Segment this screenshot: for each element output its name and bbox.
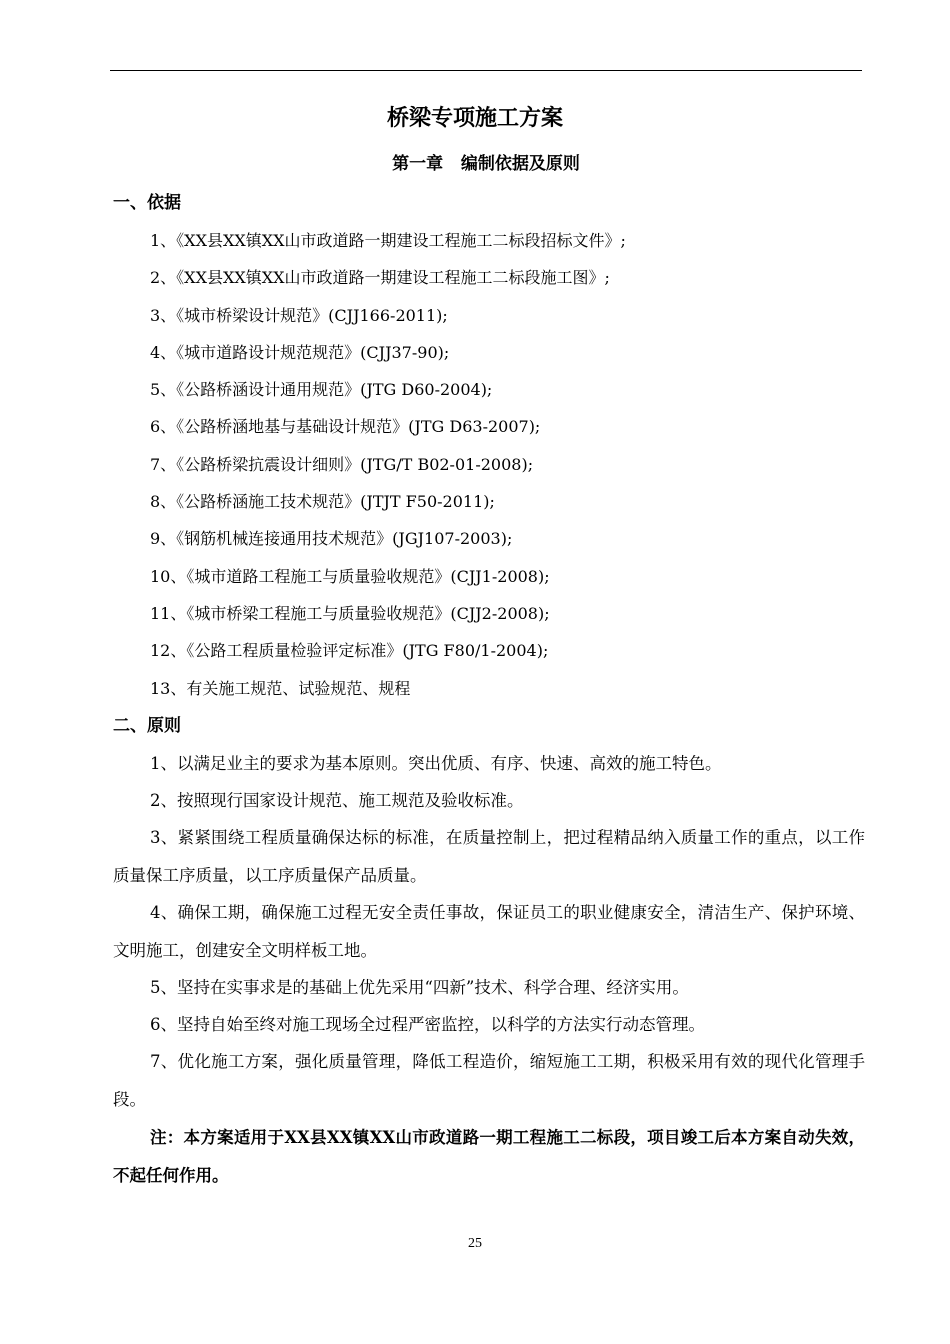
basis-item: 12、《公路工程质量检验评定标准》(JTG F80/1-2004); (150, 641, 549, 661)
applicability-note: 注：本方案适用于XX县XX镇XX山市政道路一期工程施工二标段，项目竣工后本方案自动失效，不起任何作用。 (113, 1128, 865, 1185)
principle-paragraph: 6、坚持自始至终对施工现场全过程严密监控，以科学的方法实行动态管理。 (150, 1015, 705, 1034)
basis-item: 4、《城市道路设计规范规范》(CJJ37-90); (150, 342, 450, 362)
basis-item: 1、《XX县XX镇XX山市政道路一期建设工程施工二标段招标文件》; (150, 231, 626, 250)
header-rule (110, 70, 862, 71)
chapter-heading: 第一章 编制依据及原则 (392, 154, 580, 174)
basis-item: 13、有关施工规范、试验规范、规程 (150, 678, 411, 698)
section-heading-principles: 二、原则 (113, 716, 181, 736)
principle-paragraph: 2、按照现行国家设计规范、施工规范及验收标准。 (150, 791, 524, 810)
section-heading-basis: 一、依据 (113, 193, 181, 213)
principle-paragraph: 7、优化施工方案，强化质量管理，降低工程造价，缩短施工工期，积极采用有效的现代化管理手段。 (113, 1052, 865, 1109)
basis-list (150, 226, 626, 711)
basis-item: 5、《公路桥涵设计通用规范》(JTG D60-2004); (150, 380, 493, 400)
principle-paragraph: 3、紧紧围绕工程质量确保达标的标准，在质量控制上，把过程精品纳入质量工作的重点，以工作质量保工序质量，以工序质量保产品质量。 (113, 828, 865, 885)
basis-item: 10、《城市道路工程施工与质量验收规范》(CJJ1-2008); (150, 566, 550, 586)
basis-item: 3、《城市桥梁设计规范》(CJJ166-2011); (150, 305, 448, 325)
basis-item: 9、《钢筋机械连接通用技术规范》(JGJ107-2003); (150, 529, 513, 549)
basis-item: 6、《公路桥涵地基与基础设计规范》(JTG D63-2007); (150, 417, 541, 437)
document-title: 桥梁专项施工方案 (386, 105, 563, 131)
principle-paragraph: 1、以满足业主的要求为基本原则。突出优质、有序、快速、高效的施工特色。 (150, 754, 722, 773)
basis-item: 7、《公路桥梁抗震设计细则》(JTG/T B02-01-2008); (150, 454, 534, 474)
principle-paragraph: 5、坚持在实事求是的基础上优先采用“四新”技术、科学合理、经济实用。 (150, 978, 689, 997)
basis-item: 8、《公路桥涵施工技术规范》(JTJT F50-2011); (150, 492, 495, 512)
basis-item: 2、《XX县XX镇XX山市政道路一期建设工程施工二标段施工图》; (150, 268, 610, 288)
principle-paragraph: 4、确保工期，确保施工过程无安全责任事故，保证员工的职业健康安全，清洁生产、保护环境、文明施工，创建安全文明样板工地。 (113, 903, 865, 960)
basis-item: 11、《城市桥梁工程施工与质量验收规范》(CJJ2-2008); (150, 603, 550, 623)
page-number: 25 (468, 1236, 482, 1251)
